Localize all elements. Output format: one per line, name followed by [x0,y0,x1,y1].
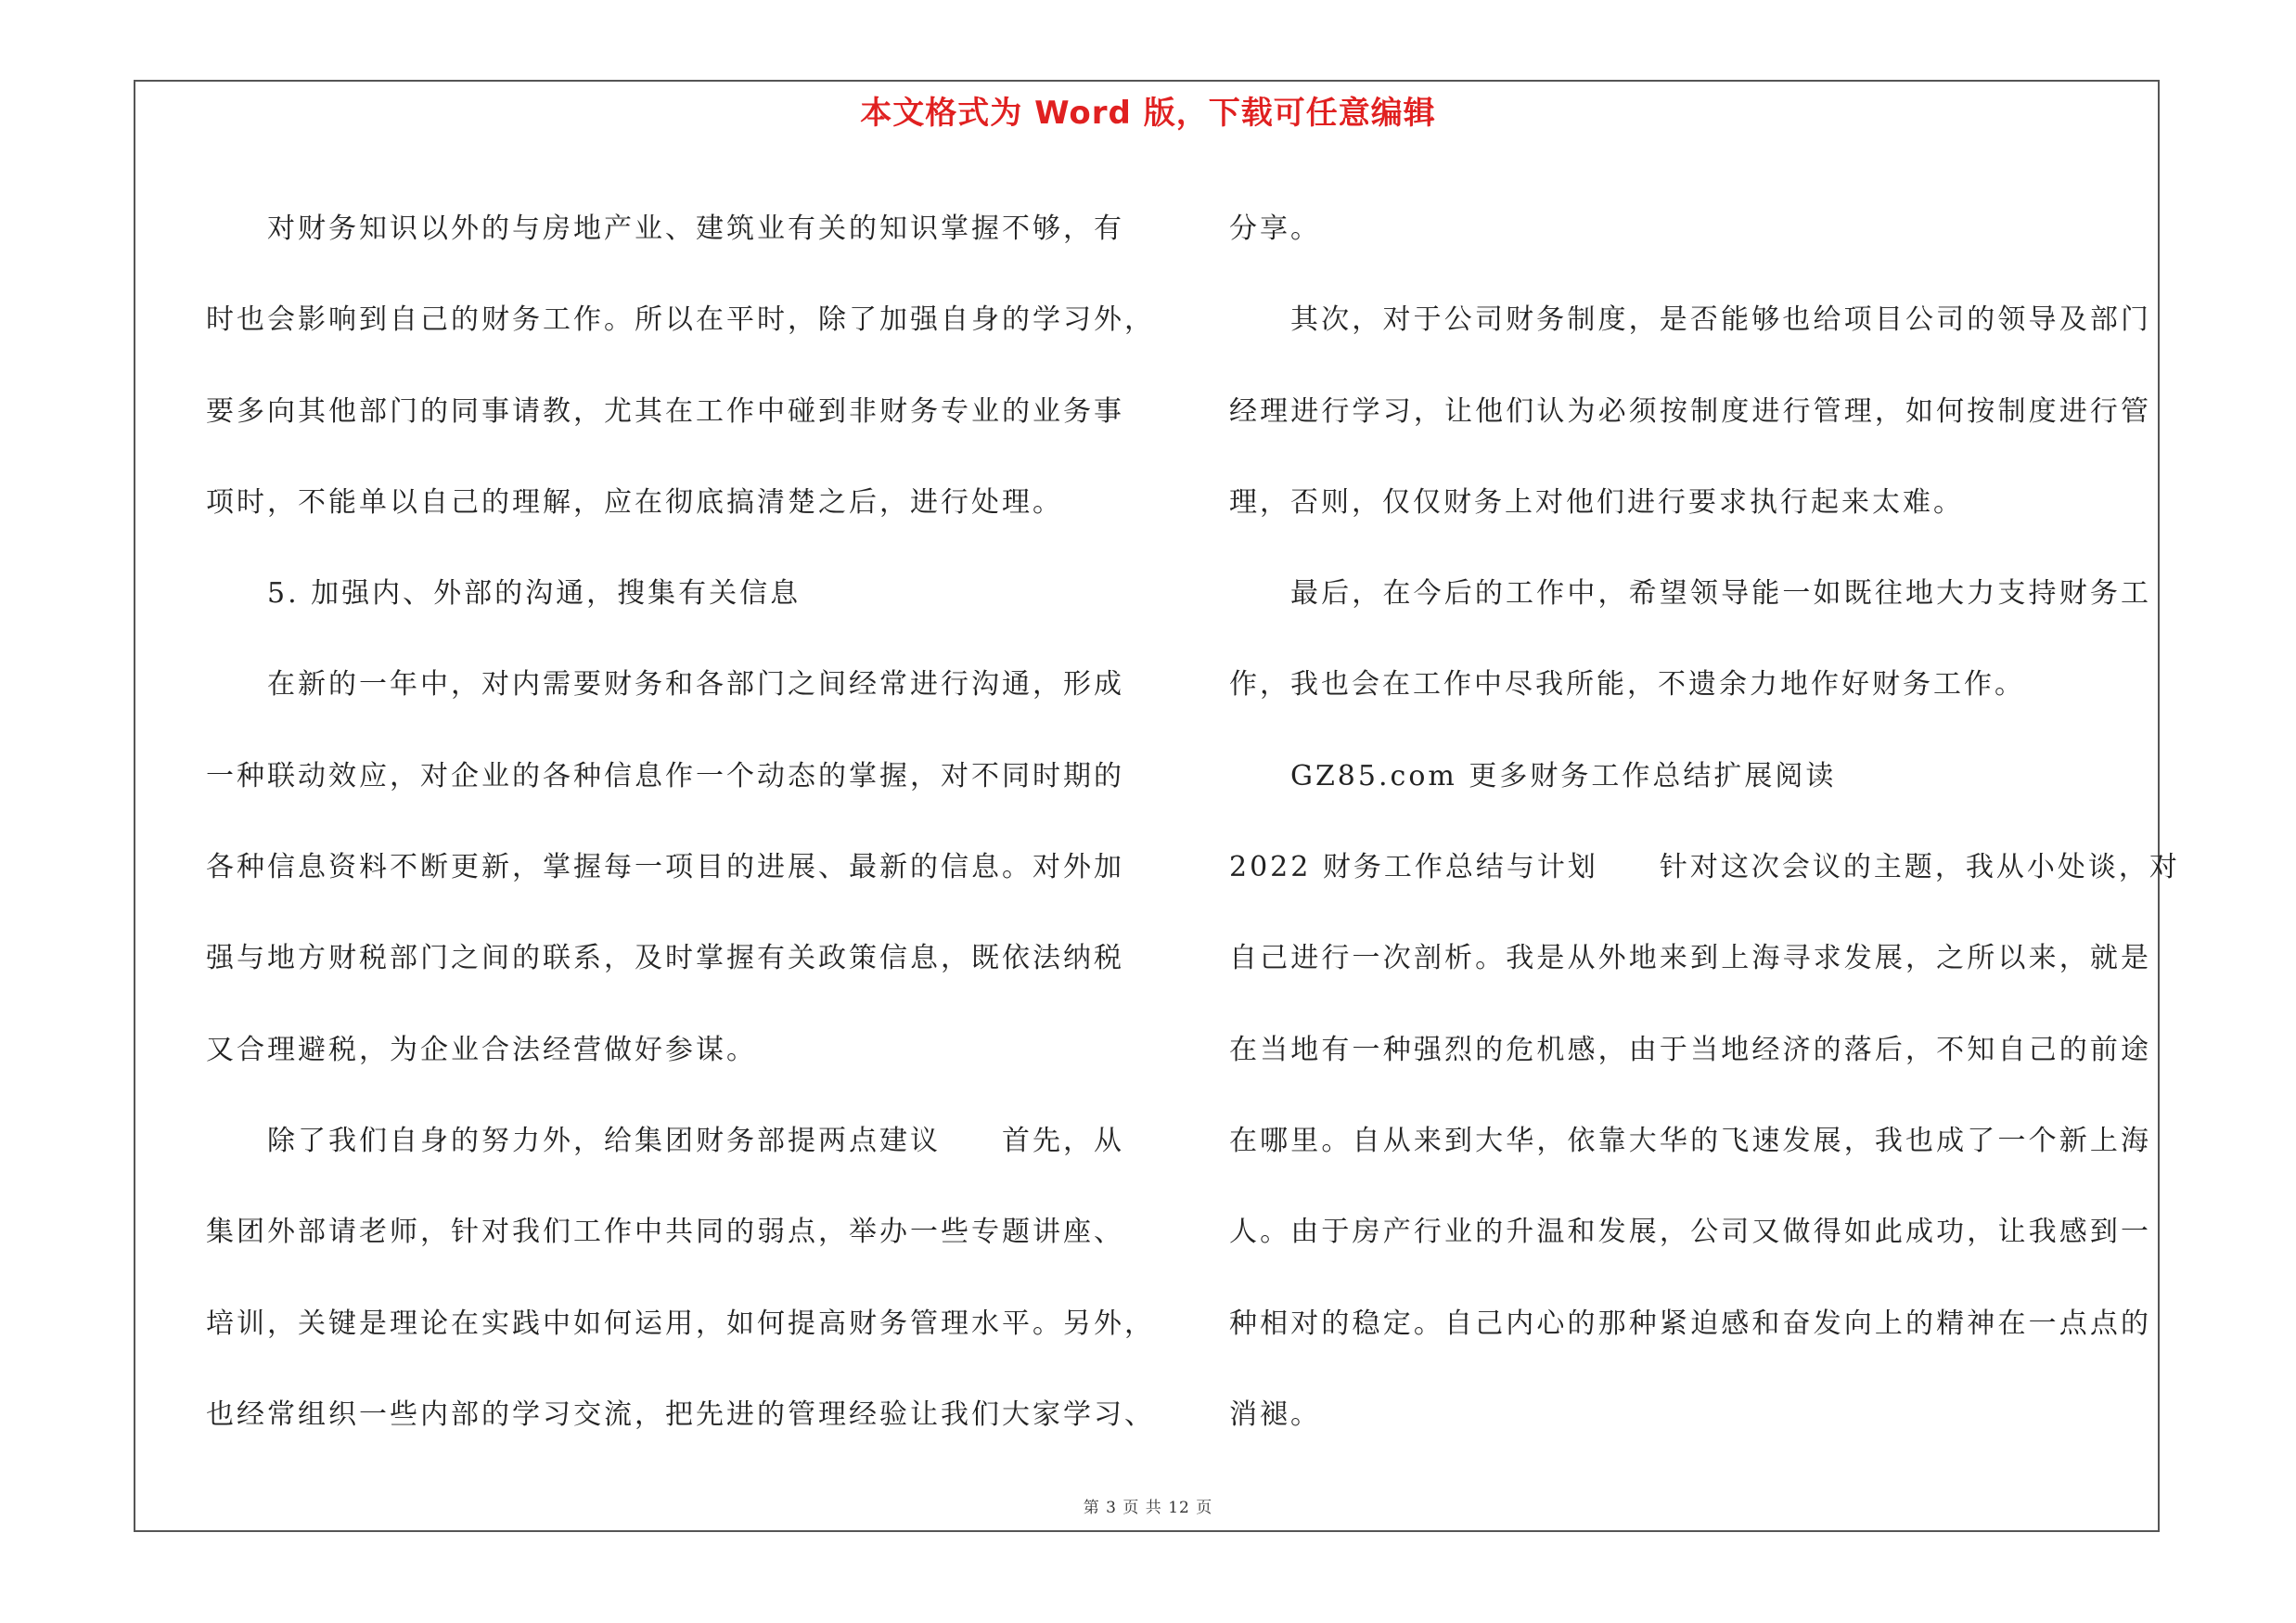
text-line: 消褪。 [1229,1398,1321,1431]
text-line: 在新的一年中，对内需要财务和各部门之间经常进行沟通，形成 [267,668,1124,702]
text-line: 作，我也会在工作中尽我所能，不遗余力地作好财务工作。 [1229,668,2025,702]
page-number-footer: 第 3 页 共 12 页 [1083,1499,1213,1517]
text-line: 一种联动效应，对企业的各种信息作一个动态的掌握，对不同时期的 [206,759,1124,792]
text-line: 集团外部请老师，针对我们工作中共同的弱点，举办一些专题讲座、 [206,1216,1124,1249]
text-line: 在哪里。自从来到大华，依靠大华的飞速发展，我也成了一个新上海 [1229,1124,2151,1157]
text-line: 各种信息资料不断更新，掌握每一项目的进展、最新的信息。对外加 [206,851,1124,884]
text-line: 要多向其他部门的同事请教，尤其在工作中碰到非财务专业的业务事 [206,394,1124,428]
text-line: 在当地有一种强烈的危机感，由于当地经济的落后，不知自己的前途 [1229,1033,2151,1066]
text-line: 强与地方财税部门之间的联系，及时掌握有关政策信息，既依法纳税 [206,942,1124,975]
right-text-column [1229,184,2180,1461]
left-text-column [206,184,1155,1461]
text-line: 其次，对于公司财务制度，是否能够也给项目公司的领导及部门 [1290,303,2151,337]
text-line: 人。由于房产行业的升温和发展，公司又做得如此成功，让我感到一 [1229,1216,2151,1249]
text-line: 分享。 [1229,213,1321,245]
text-line: 培训，关键是理论在实践中如何运用，如何提高财务管理水平。另外， [206,1307,1155,1340]
text-line: 对财务知识以外的与房地产业、建筑业有关的知识掌握不够，有 [267,213,1124,245]
text-line: 除了我们自身的努力外，给集团财务部提两点建议 首先，从 [267,1124,1124,1157]
text-line: 种相对的稳定。自己内心的那种紧迫感和奋发向上的精神在一点点的 [1229,1307,2151,1340]
text-line: 经理进行学习，让他们认为必须按制度进行管理，如何按制度进行管 [1229,394,2151,428]
text-line: 时也会影响到自己的财务工作。所以在平时，除了加强自身的学习外， [206,303,1155,337]
word-format-banner: 本文格式为 Word 版，下载可任意编辑 [860,95,1436,132]
text-line: 2022 财务工作总结与计划 针对这次会议的主题，我从小处谈，对 [1229,851,2180,884]
text-line: 又合理避税，为企业合法经营做好参谋。 [206,1033,757,1066]
text-line: 最后，在今后的工作中，希望领导能一如既往地大力支持财务工 [1290,577,2151,611]
text-line: 自己进行一次剖析。我是从外地来到上海寻求发展，之所以来，就是 [1229,942,2151,975]
text-line: 5. 加强内、外部的沟通，搜集有关信息 [267,577,802,611]
text-line: 理，否则，仅仅财务上对他们进行要求执行起来太难。 [1229,485,1964,519]
text-line: 也经常组织一些内部的学习交流，把先进的管理经验让我们大家学习、 [206,1398,1155,1431]
text-line: GZ85.com 更多财务工作总结扩展阅读 [1290,759,1837,792]
text-line: 项时，不能单以自己的理解，应在彻底搞清楚之后，进行处理。 [206,485,1063,519]
